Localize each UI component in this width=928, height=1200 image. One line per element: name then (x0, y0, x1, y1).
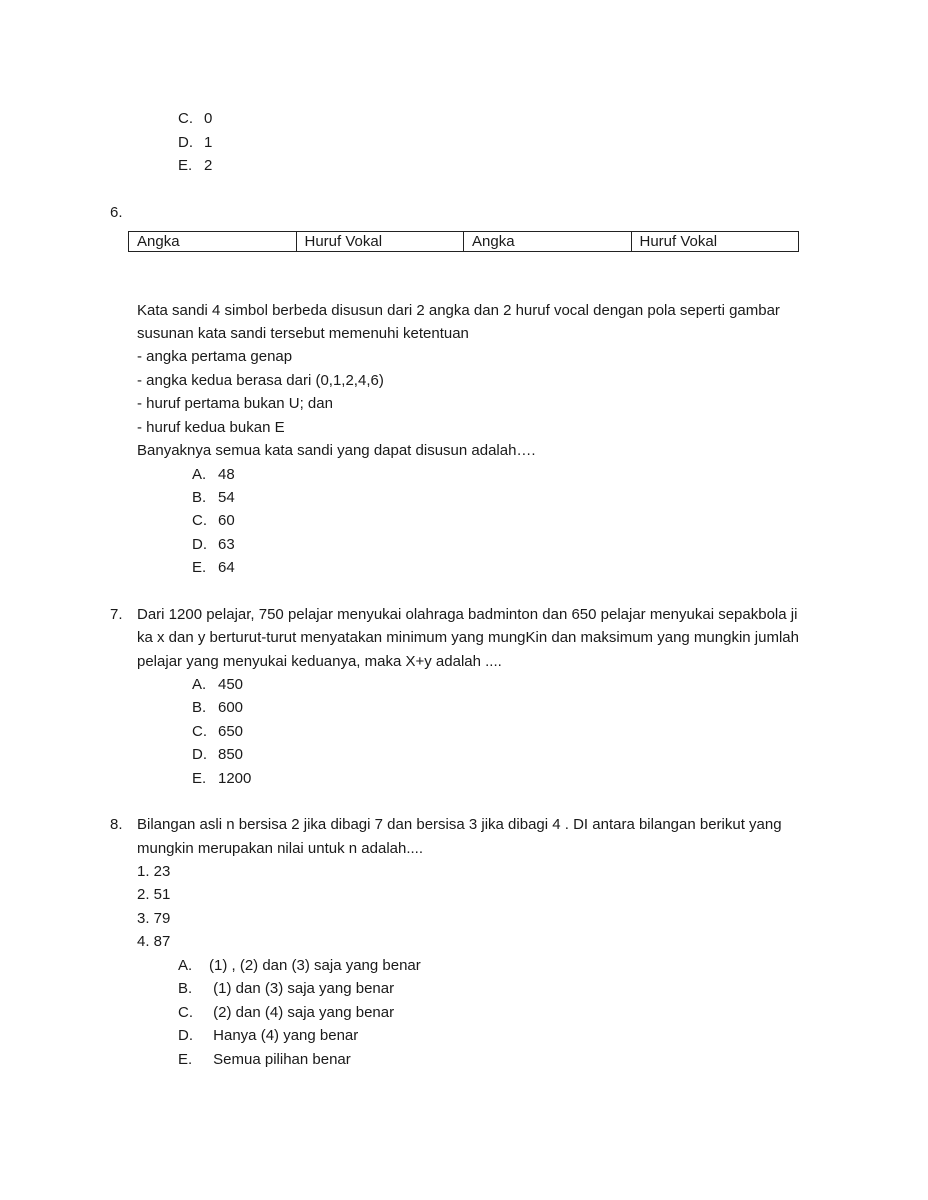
option-letter: A. (192, 676, 207, 693)
q6-option-e (192, 558, 235, 578)
option-text: 0 (204, 110, 213, 127)
q8-item: 3. 79 (137, 910, 171, 927)
option-letter: B. (192, 699, 207, 716)
option-text: 600 (218, 699, 244, 716)
option-letter: E. (192, 770, 207, 787)
option-text: Semua pilihan benar (209, 1051, 351, 1068)
option-text: (2) dan (4) saja yang benar (209, 1004, 395, 1021)
q7-text-line: Dari 1200 pelajar, 750 pelajar menyukai olahraga badminton dan 650 pelajar menyukai sepakbola ji (137, 606, 798, 623)
q6-text-line: - angka kedua berasa dari (0,1,2,4,6) (137, 372, 384, 389)
option-letter: D. (178, 134, 193, 151)
option-text: 64 (218, 559, 235, 576)
q7-number: 7. (110, 606, 123, 623)
q7-text-line: ka x dan y berturut-turut menyatakan minimum yang mungKin dan maksimum yang mungkin jumlah (137, 629, 799, 646)
option-letter: A. (192, 466, 207, 483)
q7-option-d (192, 745, 243, 765)
q8-item: 4. 87 (137, 933, 171, 950)
option-letter: B. (192, 489, 207, 506)
table-cell: Angka (129, 232, 297, 252)
option-text: 54 (218, 489, 235, 506)
q6-text-line: susunan kata sandi tersebut memenuhi ketentuan (137, 325, 469, 342)
q8-option-b (178, 979, 394, 999)
q5-option-e (178, 156, 212, 176)
q6-text-line: - huruf kedua bukan E (137, 419, 285, 436)
q6-option-c (192, 511, 235, 531)
q7-option-a (192, 675, 243, 695)
q8-text-line: mungkin merupakan nilai untuk n adalah.... (137, 840, 424, 857)
q6-text-line: - huruf pertama bukan U; dan (137, 395, 333, 412)
option-letter: C. (192, 723, 207, 740)
option-letter: D. (178, 1027, 193, 1044)
q7-option-c (192, 722, 243, 742)
option-text: (1) dan (3) saja yang benar (209, 980, 395, 997)
option-text: Hanya (4) yang benar (209, 1027, 359, 1044)
option-letter: E. (192, 559, 207, 576)
option-text: 2 (204, 157, 213, 174)
table-cell: Huruf Vokal (631, 232, 799, 252)
option-text: 450 (218, 676, 244, 693)
option-letter: A. (178, 957, 193, 974)
q8-option-c (178, 1003, 394, 1023)
option-letter: B. (178, 980, 193, 997)
q5-option-c (178, 109, 212, 129)
q6-text-line: - angka pertama genap (137, 348, 293, 365)
q7-option-b (192, 698, 243, 718)
q8-option-d (178, 1026, 358, 1046)
q6-pattern-table (128, 231, 799, 252)
table-cell: Angka (464, 232, 632, 252)
q8-number: 8. (110, 816, 123, 833)
q6-text-line: Kata sandi 4 simbol berbeda disusun dari 2 angka dan 2 huruf vocal dengan pola seperti gambar (137, 302, 780, 319)
option-text: 1 (204, 134, 213, 151)
option-letter: D. (192, 536, 207, 553)
q6-text-line: Banyaknya semua kata sandi yang dapat disusun adalah…. (137, 442, 536, 459)
option-text: 1200 (218, 770, 252, 787)
option-letter: D. (192, 746, 207, 763)
option-letter: C. (192, 512, 207, 529)
q8-item: 2. 51 (137, 886, 171, 903)
q6-number: 6. (110, 204, 123, 221)
q7-text-line: pelajar yang menyukai keduanya, maka X+y adalah .... (137, 653, 502, 670)
q8-item: 1. 23 (137, 863, 171, 880)
q7-option-e (192, 769, 251, 789)
option-text: 63 (218, 536, 235, 553)
option-text: 48 (218, 466, 235, 483)
option-letter: E. (178, 157, 193, 174)
q6-option-d (192, 535, 235, 555)
option-text: (1) , (2) dan (3) saja yang benar (209, 957, 421, 974)
q8-option-e (178, 1050, 351, 1070)
q8-text-line: Bilangan asli n bersisa 2 jika dibagi 7 dan bersisa 3 jika dibagi 4 . DI antara bilangan berikut yang (137, 816, 782, 833)
option-letter: E. (178, 1051, 193, 1068)
q6-option-b (192, 488, 235, 508)
option-text: 650 (218, 723, 244, 740)
table-cell: Huruf Vokal (296, 232, 464, 252)
option-letter: C. (178, 1004, 193, 1021)
q8-option-a (178, 956, 421, 976)
option-text: 60 (218, 512, 235, 529)
q6-option-a (192, 465, 235, 485)
q5-option-d (178, 133, 212, 153)
option-text: 850 (218, 746, 244, 763)
option-letter: C. (178, 110, 193, 127)
